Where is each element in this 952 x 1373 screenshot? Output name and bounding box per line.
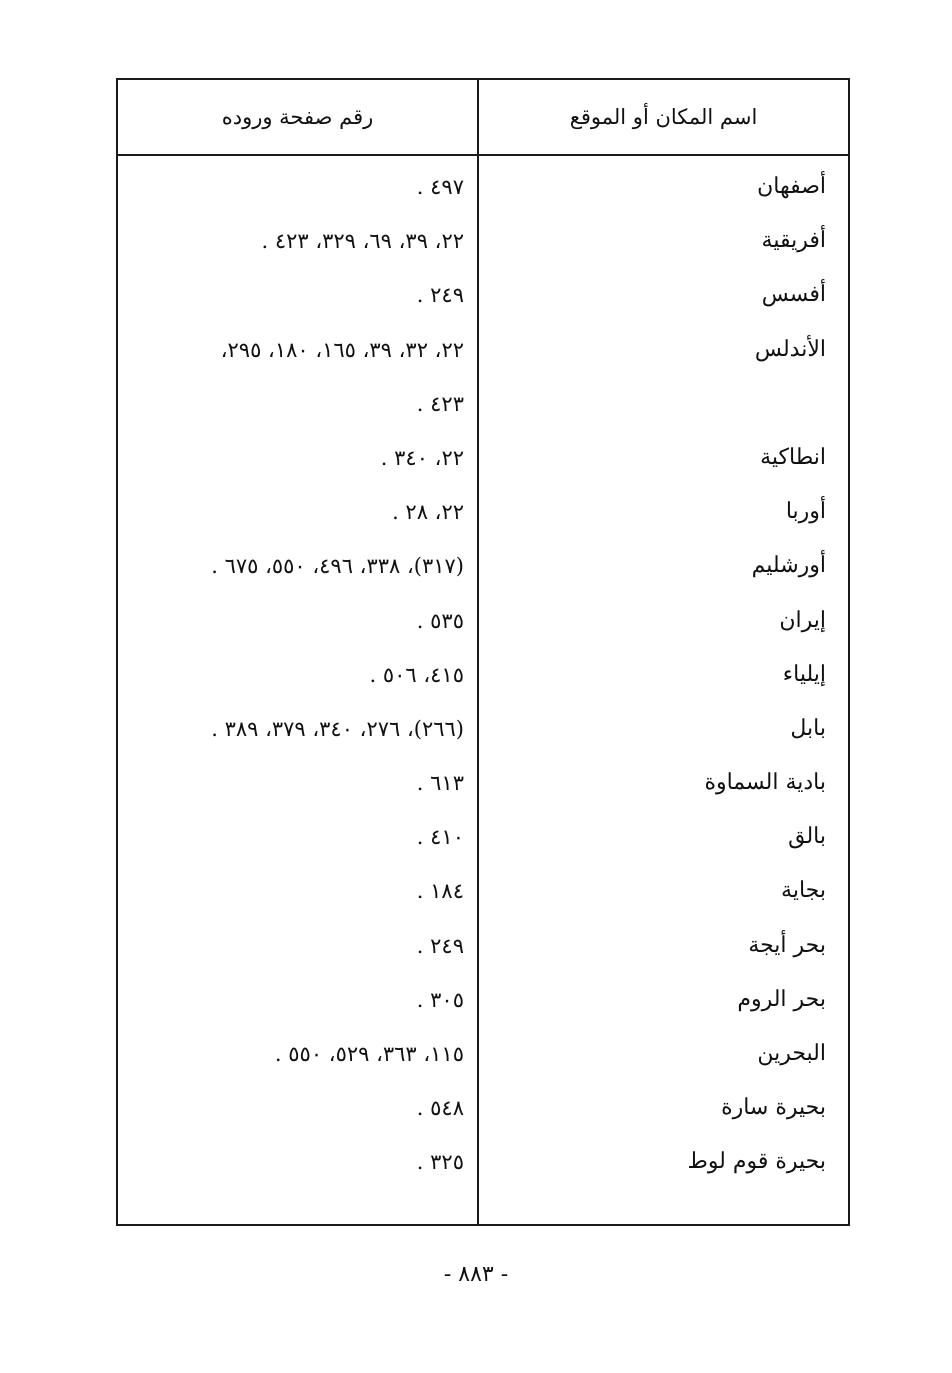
place-name: أفسس <box>761 282 826 308</box>
page-references: ٥٣٥ . <box>416 608 464 633</box>
table-row <box>118 919 848 973</box>
place-name: البحرين <box>757 1041 826 1066</box>
place-name: الأندلس <box>754 336 826 362</box>
table-row <box>118 973 848 1027</box>
table-row <box>118 323 848 377</box>
page-references: ٤١٥، ٥٠٦ . <box>369 662 464 687</box>
place-name: بحيرة قوم لوط <box>687 1149 826 1175</box>
table-row <box>118 864 848 918</box>
page-references: ٥٤٨ . <box>416 1096 464 1121</box>
table-row <box>118 485 848 539</box>
page-references: ٢٢، ٢٨ . <box>392 500 464 525</box>
places-index-table <box>116 78 850 1226</box>
place-name: أصفهان <box>757 174 826 199</box>
page-number: - ٨٨٣ - <box>443 1262 509 1287</box>
page-references: ٤٩٧ . <box>416 175 464 199</box>
page-references: ٣٢٥ . <box>416 1150 464 1175</box>
place-name: بجاية <box>781 878 826 904</box>
table-row <box>118 1135 848 1189</box>
page-references: ٣٠٥ . <box>416 987 464 1012</box>
page-references: ١٨٤ . <box>416 879 464 904</box>
place-name <box>506 377 826 431</box>
place-name: بالق <box>788 824 826 850</box>
page-references: ١١٥، ٣٦٣، ٥٢٩، ٥٥٠ . <box>274 1042 464 1066</box>
page-references: ٤٢٣ . <box>416 391 464 416</box>
table-body <box>118 160 848 1190</box>
table-row <box>118 756 848 810</box>
header-place-name: اسم المكان أو الموقع <box>569 105 758 129</box>
page-references: (٢٦٦)، ٢٧٦، ٣٤٠، ٣٧٩، ٣٨٩ . <box>211 716 464 741</box>
page-references: ٢٤٩ . <box>416 283 464 308</box>
table-row <box>118 702 848 756</box>
header-divider <box>118 154 848 156</box>
place-name: أفريقية <box>761 228 826 254</box>
place-name: أوربا <box>785 499 826 525</box>
header-page-numbers: رقم صفحة وروده <box>221 105 374 129</box>
place-name: بحر الروم <box>737 986 826 1012</box>
place-name: بحر أيجة <box>748 932 826 958</box>
table-row <box>118 431 848 485</box>
place-name: بادية السماوة <box>704 770 826 796</box>
place-name: بابل <box>790 715 826 741</box>
table-row <box>118 594 848 648</box>
page-references: (٣١٧)، ٣٣٨، ٤٩٦، ٥٥٠، ٦٧٥ . <box>211 554 464 579</box>
place-name: انطاكية <box>760 444 826 470</box>
page-references: ٢٢، ٣٢، ٣٩، ١٦٥، ١٨٠، ٢٩٥، <box>220 337 464 362</box>
place-name: أورشليم <box>751 553 826 579</box>
page-references: ٢٢، ٣٩، ٦٩، ٣٢٩، ٤٢٣ . <box>261 229 464 254</box>
place-name: إيران <box>779 607 826 633</box>
place-name: إيلياء <box>782 661 826 687</box>
table-row <box>118 648 848 702</box>
table-row <box>118 160 848 214</box>
page-references: ٤١٠ . <box>416 825 464 850</box>
table-row <box>118 1027 848 1081</box>
table-row <box>118 539 848 593</box>
table-row <box>118 214 848 268</box>
table-row <box>118 1081 848 1135</box>
table-row <box>118 377 848 431</box>
table-row <box>118 268 848 322</box>
page-references: ٦١٣ . <box>416 771 464 796</box>
page-references: ٢٢، ٣٤٠ . <box>380 445 464 470</box>
table-row <box>118 810 848 864</box>
page-references: ٢٤٩ . <box>416 933 464 958</box>
place-name: بحيرة سارة <box>721 1095 826 1121</box>
